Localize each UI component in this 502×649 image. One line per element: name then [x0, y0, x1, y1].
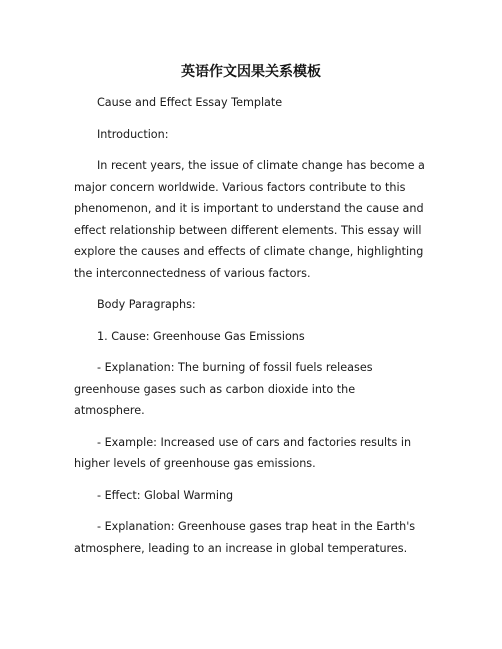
template-heading: Cause and Effect Essay Template: [97, 96, 283, 109]
body-paragraphs-heading: Body Paragraphs:: [97, 298, 196, 311]
document-title: 英语作文因果关系模板: [181, 64, 321, 80]
cause-example: - Example: Increased use of cars and factories results in higher levels of greenhouse gas emissions.: [74, 435, 412, 470]
introduction-heading: Introduction:: [97, 127, 169, 141]
cause-explanation: - Explanation: The burning of fossil fuels releases greenhouse gases such as carbon dioxide into the atmosphere.: [74, 361, 373, 417]
introduction-paragraph: In recent years, the issue of climate change has become a major concern worldwide. Various factors contribute to this phenomenon, and it is important to understand the cause and effect relationship between different elements. This essay will explore the causes and effects of climate change, highlighting the interconnectedness of various factors.: [74, 159, 425, 280]
document-body: [74, 92, 428, 569]
effect-explanation: - Explanation: Greenhouse gases trap heat in the Earth's atmosphere, leading to an increase in global temperatures.: [74, 520, 416, 555]
effect-heading: - Effect: Global Warming: [97, 488, 234, 502]
cause-heading: 1. Cause: Greenhouse Gas Emissions: [97, 329, 305, 343]
